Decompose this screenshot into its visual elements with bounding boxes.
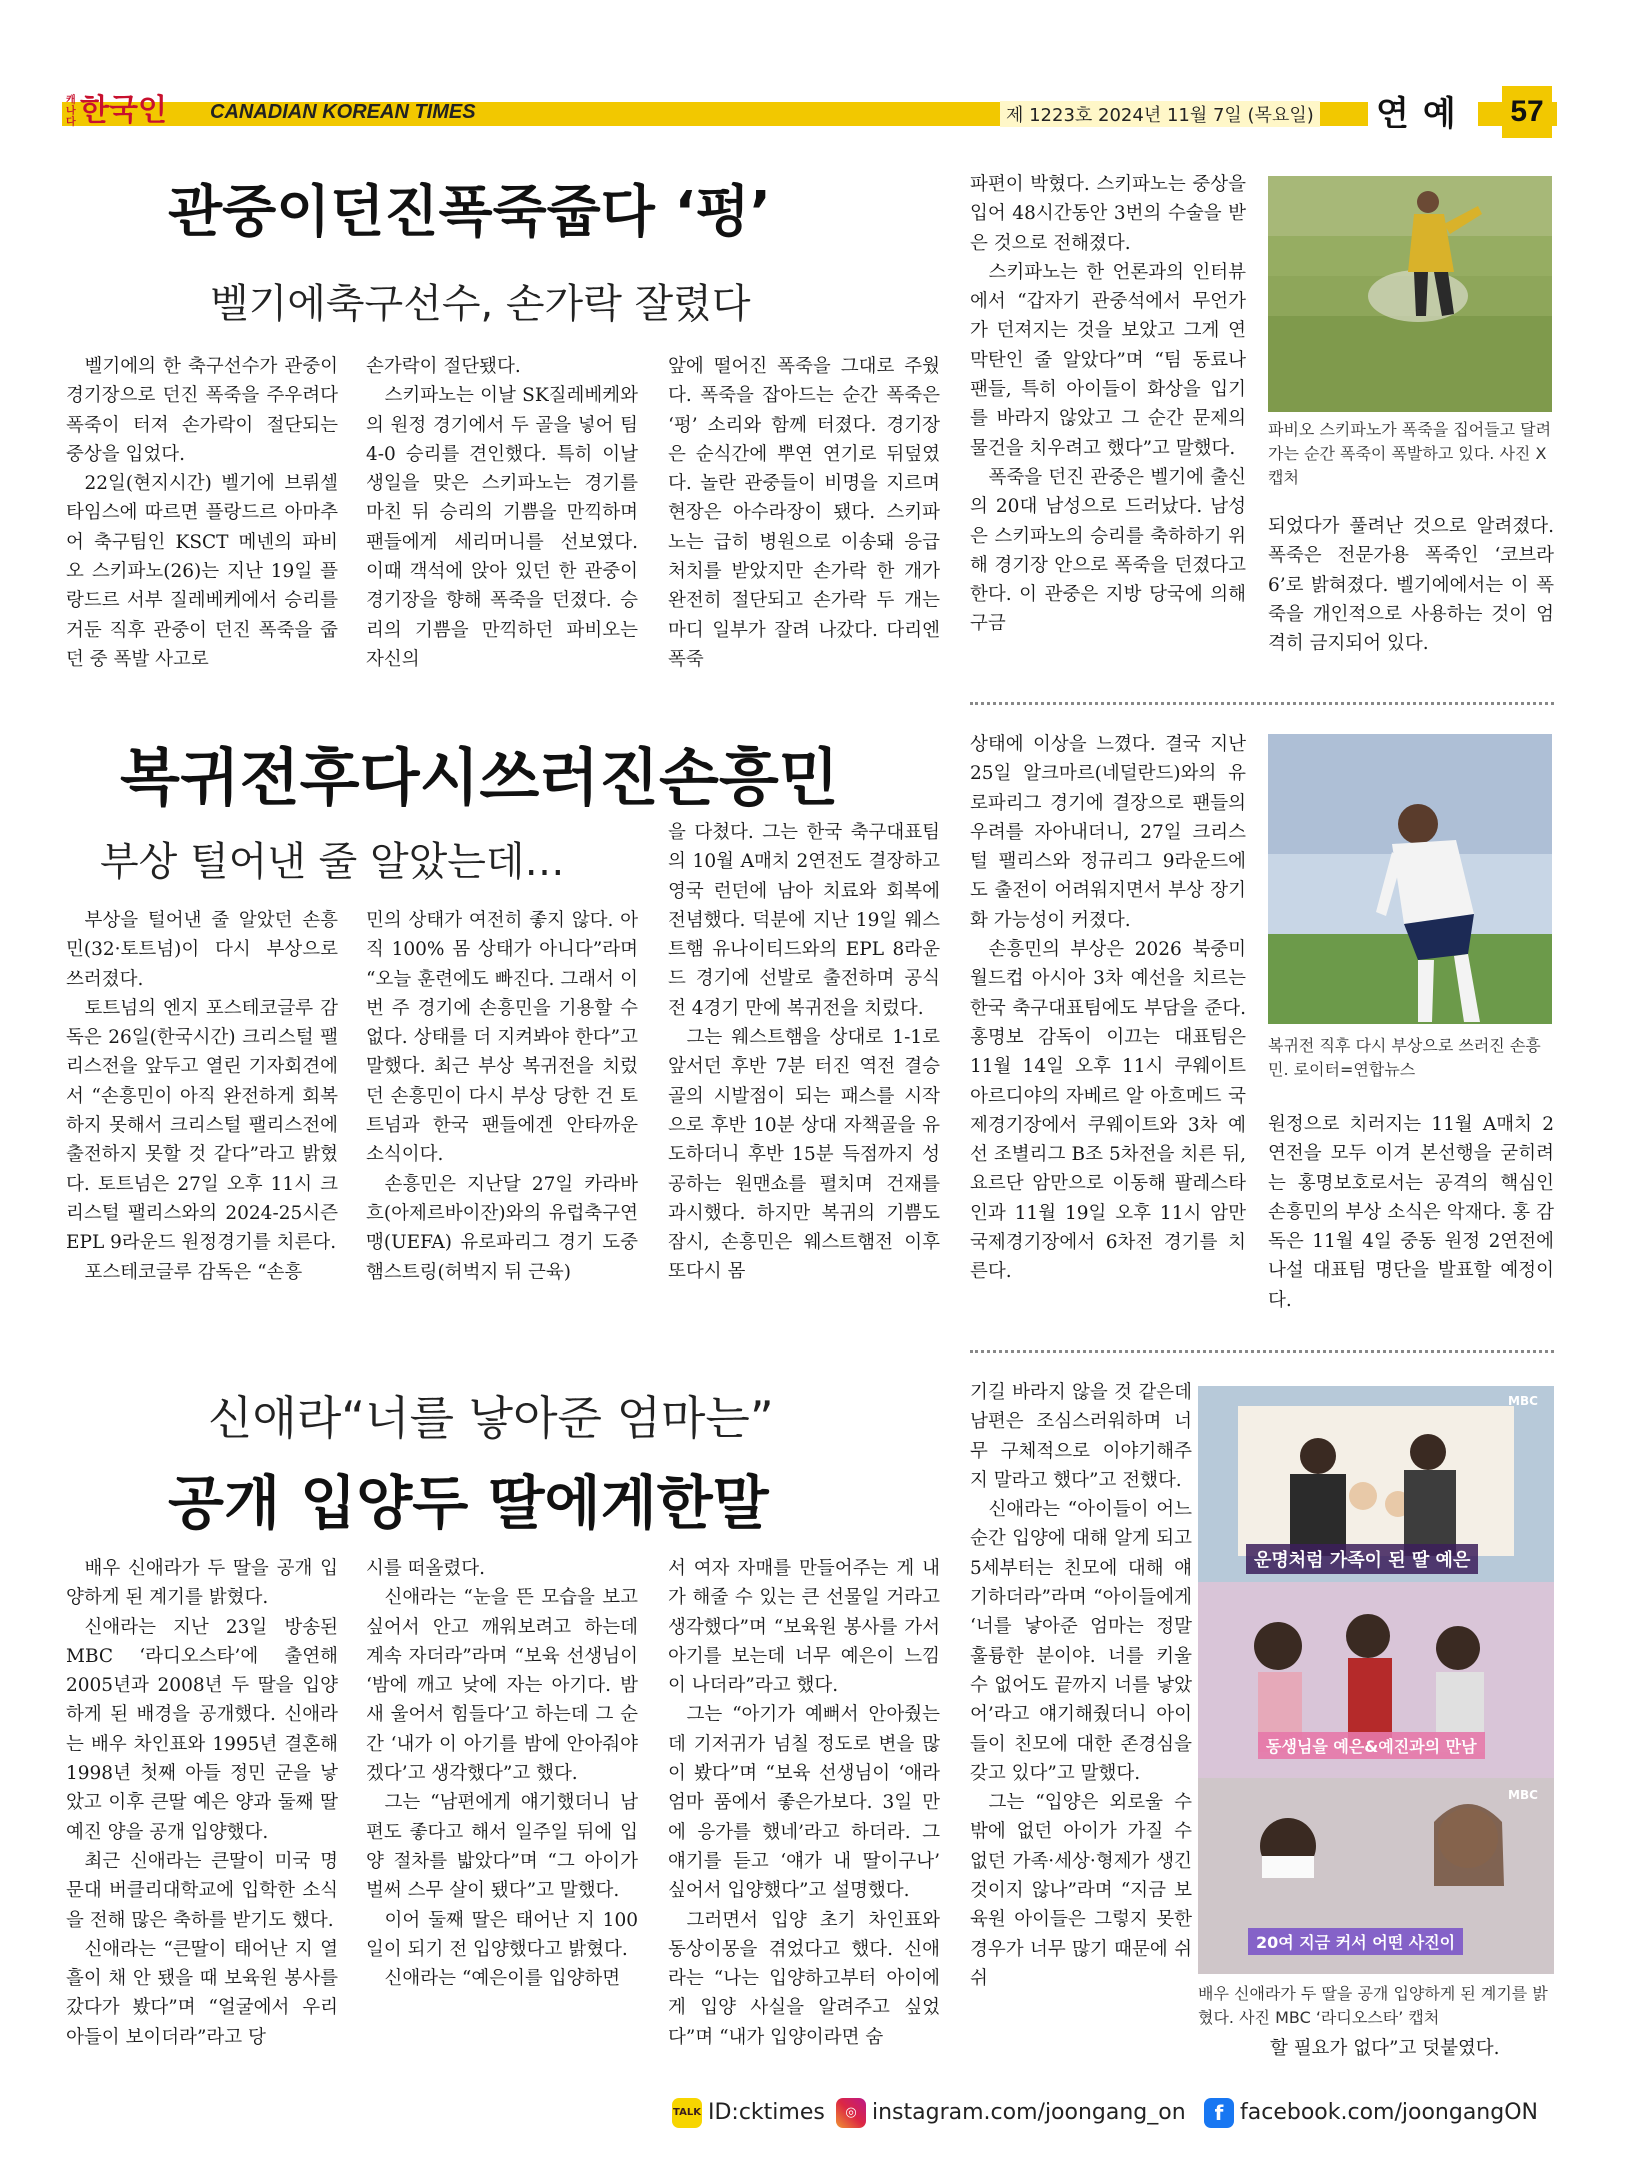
paragraph: 앞에 떨어진 폭죽을 그대로 주웠다. 폭죽을 잡아드는 순간 폭죽은 ‘펑’ 소리와 함께 터졌다. 경기장은 순식간에 뿌연 연기로 뒤덮였다. 놀란 관중들이 비명을 지르며 현장은 아수라장이 됐다. 스키파노는 급히 병원으로 이송돼 응급 처치를 받았지만 손가락 한 개가 완전히 절단되고 손가락 두 개는 마디 일부가 잘려 나갔다. 다리엔 폭죽 <box>668 356 940 670</box>
paragraph: 손흥민은 지난달 27일 카라바흐(아제르바이잔)와의 유럽축구연맹(UEFA) 유로파리그 경기 도중 햄스트링(허벅지 뒤 근육) <box>366 1173 638 1283</box>
paragraph: 손흥민의 부상은 2026 북중미 월드컵 아시아 3차 예선을 치르는 한국 축구대표팀에도 부담을 준다. 홍명보 감독이 이끄는 대표팀은 11월 14일 오후 11시 쿠웨이트 아르디야의 자베르 알 아흐메드 국제경기장에서 쿠웨이트와 3차 예선 조별리그 B조 5차전을 치른 뒤, 요르단 암만으로 이동해 팔레스타인과 11월 19일 오후 11시 암만 국제경기장에서 6차전 경기를 치른다. <box>970 939 1246 1283</box>
photo-overlay-text: 동생님을 예은&예진과의 만남 <box>1258 1732 1485 1759</box>
paragraph: 그는 “아기가 예뻐서 안아줬는데 기저귀가 넘칠 정도로 변을 많이 봤다”며 “보육 선생님이 ‘애라 엄마 품에서 좋은가보다. 3일 만에 응가를 했네’라고 하더라. 그 얘기를 듣고 ‘얘가 내 딸이구나’ 싶어서 입양했다”고 설명했다. <box>668 1704 940 1902</box>
article2-photo <box>1268 734 1552 1024</box>
article1-col1 <box>66 352 338 682</box>
paragraph: 22일(현지시간) 벨기에 브뤼셀타임스에 따르면 플랑드르 아마추어 축구팀인 KSCT 메넨의 파비오 스키파노(26)는 지난 19일 플랑드르 서부 질레베케에서 승리를 거둔 직후 관중이 던진 폭죽을 줍던 중 폭발 사고로 <box>66 473 338 670</box>
paragraph: 할 필요가 없다”고 덧붙였다. <box>1270 2038 1500 2059</box>
article2-subhead: 부상 털어낸 줄 알았는데… <box>100 839 565 885</box>
paragraph: 포스테코글루 감독은 “손흥 <box>84 1261 303 1283</box>
paragraph: 서 여자 자매를 만들어주는 게 내가 해줄 수 있는 큰 선물일 거라고 생각했다”며 “보육원 봉사를 가서 아기를 보는데 너무 예은이 느낌이 나더라”라고 했다. <box>668 1558 940 1697</box>
kakao-talk-icon: TALK <box>672 2098 702 2128</box>
paper-logo <box>66 90 196 132</box>
paragraph: 스키파노는 한 언론과의 인터뷰에서 “갑자기 관중석에서 무언가가 던져지는 것을 보았고 그게 연막탄인 줄 알았다”며 “팀 동료나 팬들, 특히 아이들이 화상을 입기를 바라지 않았고 그 순간 문제의 물건을 치우려고 했다”고 말했다. <box>970 261 1246 459</box>
article3-col3 <box>668 1554 940 2084</box>
paragraph: 그는 “입양은 외로울 수밖에 없던 아이가 가질 수 없던 가족·세상·형제가 생긴 것이지 않나”라며 “지금 보육원 아이들은 그렇지 못한 경우가 너무 많기 때문에 쉬쉬 <box>970 1792 1192 1989</box>
paper-name: CANADIAN KOREAN TIMES <box>210 101 476 123</box>
paragraph: 파편이 박혔다. 스키파노는 중상을 입어 48시간동안 3번의 수술을 받은 것으로 전해졌다. <box>970 174 1246 254</box>
kakao-id: ID:cktimes <box>708 2100 825 2125</box>
paragraph: 토트넘의 엔지 포스테코글루 감독은 26일(한국시간) 크리스털 팰리스전을 앞두고 열린 기자회견에서 “손흥민이 아직 완전하게 회복하지 못해서 크리스털 팰리스전에 출전하지 못할 것 같다”라고 밝혔다. 토트넘은 27일 오후 11시 크리스털 팰리스와의 2024-25시즌 EPL 9라운드 원정경기를 치른다. <box>66 997 338 1254</box>
mbc-badge: MBC <box>1508 1788 1538 1802</box>
paragraph: 배우 신애라가 두 딸을 공개 입양하게 된 계기를 밝혔다. <box>66 1558 338 1609</box>
article3-headline-top: 신애라“너를 낳아준 엄마는” <box>208 1391 774 1445</box>
divider <box>970 1350 1554 1353</box>
article3-caption: 배우 신애라가 두 딸을 공개 입양하게 된 계기를 밝혔다. 사진 MBC ‘라디오스타’ 캡처 <box>1198 1984 1548 2027</box>
divider <box>970 702 1554 705</box>
instagram-icon: ◎ <box>836 2098 866 2128</box>
page-number: 57 <box>1502 86 1552 138</box>
article1-photo <box>1268 176 1552 412</box>
article1-col2 <box>366 352 638 682</box>
facebook-icon: f <box>1204 2098 1234 2128</box>
mbc-badge: MBC <box>1508 1394 1538 1408</box>
player-photo-image <box>1268 734 1552 1024</box>
article1-col3 <box>668 352 940 682</box>
issue-date: 제 1223호 2024년 11월 7일 (목요일) <box>1000 101 1320 127</box>
footer-instagram[interactable] <box>836 2098 1186 2128</box>
paragraph: 시를 떠올렸다. <box>366 1558 485 1579</box>
instagram-link: instagram.com/joongang_on <box>872 2100 1186 2125</box>
article1-caption: 파비오 스키파노가 폭죽을 집어들고 달려가는 순간 폭죽이 폭발하고 있다. 사진 X캡처 <box>1268 420 1552 487</box>
paragraph: 신애라는 “예은이를 입양하면 <box>384 1968 621 1990</box>
football-field-image <box>1268 176 1552 412</box>
footer-kakao[interactable] <box>672 2098 825 2128</box>
article3-col1 <box>66 1554 338 2084</box>
article2-headline: 복귀전후다시쓰러진손흥민 <box>120 741 839 814</box>
paragraph: 민의 상태가 여전히 좋지 않다. 아직 100% 몸 상태가 아니다”라며 “오늘 훈련에도 빠진다. 그래서 이번 주 경기에 손흥민을 기용할 수 없다. 상태를 더 지켜봐야 한다”고 말했다. 최근 부상 복귀전을 치렀던 손흥민이 다시 부상 당한 건 토트넘과 한국 팬들에겐 안타까운 소식이다. <box>366 910 638 1166</box>
article1-headline: 관중이던진폭죽줍다 ‘펑’ <box>168 180 772 245</box>
article2-col1 <box>66 906 338 1296</box>
article3-col5 <box>1270 2034 1554 2074</box>
paragraph: 최근 신애라는 큰딸이 미국 명문대 버클리대학교에 입학한 소식을 전해 많은 축하를 받기도 했다. <box>66 1850 338 1931</box>
article2-col5 <box>1268 1110 1554 1311</box>
paragraph: 스키파노는 이날 SK질레베케와의 원정 경기에서 두 골을 넣어 팀 4-0 승리를 견인했다. 특히 이날 생일을 맞은 스키파노는 경기를 마친 뒤 승리의 기쁨을 만끽하며 팬들에게 세리머니를 선보였다. 이때 객석에 앉아 있던 한 관중이 경기장을 향해 폭죽을 던졌다. 승리의 기쁨을 만끽하던 파비오는 자신의 <box>366 385 638 670</box>
paragraph: 그는 웨스트햄을 상대로 1-1로 앞서던 후반 7분 터진 역전 결승 골의 시발점이 되는 패스를 시작으로 후반 10분 상대 자책골을 유도하더니 후반 15분 득점까지 성공하는 원맨쇼를 펼치며 건재를 과시했다. 하지만 복귀의 기쁨도 잠시, 손흥민은 웨스트햄전 이후 또다시 몸 <box>668 1027 940 1283</box>
article3-col4 <box>970 1378 1192 2084</box>
article1-subhead: 벨기에축구선수, 손가락 잘렸다 <box>210 281 751 327</box>
logo-text: 한국인 <box>80 93 167 128</box>
family-photo-image <box>1198 1386 1554 1974</box>
facebook-link: facebook.com/joongangON <box>1240 2100 1538 2125</box>
paragraph: 상태에 이상을 느꼈다. 결국 지난 25일 알크마르(네덜란드)와의 유로파리그 경기에 결장으로 팬들의 우려를 자아내더니, 27일 크리스털 팰리스와 정규리그 9라운드에도 출전이 어려워지면서 부상 장기화 가능성이 커졌다. <box>970 734 1246 931</box>
paragraph: 신애라는 지난 23일 방송된 MBC ‘라디오스타’에 출연해 2005년과 2008년 두 딸을 입양하게 된 배경을 공개했다. 신애라는 배우 차인표와 1995년 결혼해 1998년 첫째 아들 정민 군을 낳았고 이후 큰딸 예은 양과 둘째 딸 예진 양을 공개 입양했다. <box>66 1616 338 1843</box>
article2-col2 <box>366 906 638 1296</box>
footer-facebook[interactable] <box>1204 2098 1538 2128</box>
photo-overlay-text: 20여 지금 커서 어떤 사진이 <box>1248 1928 1463 1955</box>
photo-overlay-text: 운명처럼 가족이 된 딸 예은 <box>1246 1544 1478 1574</box>
paragraph: 이어 둘째 딸은 태어난 지 100일이 되기 전 입양했다고 밝혔다. <box>366 1909 638 1960</box>
article3-photo-collage <box>1198 1386 1554 1974</box>
article1-col4 <box>970 170 1246 682</box>
paragraph: 손가락이 절단됐다. <box>366 356 521 377</box>
article3-headline: 공개 입양두 딸에게한말 <box>168 1469 769 1537</box>
paragraph: 신애라는 “눈을 뜬 모습을 보고 싶어서 안고 깨워보려고 하는데 계속 자더라”라며 “보육 선생님이 ‘밤에 깨고 낮에 자는 아기다. 밤새 울어서 힘들다’고 하는데 그 순간 ‘내가 이 아기를 밤에 안아줘야겠다’고 생각했다”고 했다. <box>366 1587 638 1785</box>
article2-col4 <box>970 730 1246 1296</box>
paragraph: 기길 바라지 않을 것 같은데 남편은 조심스러워하며 너무 구체적으로 이야기해주지 말라고 했다”고 전했다. <box>970 1382 1192 1491</box>
article3-col2 <box>366 1554 638 2084</box>
paragraph: 그러면서 입양 초기 차인표와 동상이몽을 겪었다고 했다. 신애라는 “나는 입양하고부터 아이에게 입양 사실을 알려주고 싶었다”며 “내가 입양이라면 숨 <box>668 1909 940 2048</box>
section-title: 연예 <box>1368 86 1478 135</box>
article1-col5 <box>1268 512 1554 682</box>
paragraph: 폭죽을 던진 관중은 벨기에 출신의 20대 남성으로 드러났다. 남성은 스키파노의 승리를 축하하기 위해 경기장 안으로 폭죽을 던졌다고 한다. 이 관중은 지방 당국에 의해 구금 <box>970 466 1246 635</box>
logo-side-text: 캐나다 <box>66 95 76 128</box>
paragraph: 신애라는 “아이들이 어느 순간 입양에 대해 알게 되고 5세부터는 친모에 대해 얘기하더라”라며 “아이들에게 ‘너를 낳아준 엄마는 정말 훌륭한 분이야. 너를 키울 수 없어도 끝까지 너를 낳았어’라고 얘기해줬더니 아이들이 친모에 대한 존경심을 갖고 있다”고 말했다. <box>970 1499 1192 1784</box>
paragraph: 을 다쳤다. 그는 한국 축구대표팀의 10월 A매치 2연전도 결장하고 영국 런던에 남아 치료와 회복에 전념했다. 덕분에 지난 19일 웨스트햄 유나이티드와의 EPL 8라운드 경기에 선발로 출전하며 공식전 4경기 만에 복귀전을 치렀다. <box>668 822 940 1019</box>
paragraph: 신애라는 “큰딸이 태어난 지 열흘이 채 안 됐을 때 보육원 봉사를 갔다가 봤다”며 “얼굴에서 우리 아들이 보이더라”라고 당 <box>66 1938 338 2048</box>
article2-caption: 복귀전 직후 다시 부상으로 쓰러진 손흥민. 로이터=연합뉴스 <box>1268 1036 1541 1079</box>
paragraph: 그는 “남편에게 얘기했더니 남편도 좋다고 해서 일주일 뒤에 입양 절차를 밟았다”며 “그 아이가 벌써 스무 살이 됐다”고 말했다. <box>366 1792 638 1902</box>
paragraph: 부상을 털어낸 줄 알았던 손흥민(32·토트넘)이 다시 부상으로 쓰러졌다. <box>66 910 338 990</box>
article2-col3 <box>668 818 940 1296</box>
paragraph: 되었다가 풀려난 것으로 알려졌다. 폭죽은 전문가용 폭죽인 ‘코브라 6’로 밝혀졌다. 벨기에에서는 이 폭죽을 개인적으로 사용하는 것이 엄격히 금지되어 있다. <box>1268 516 1554 655</box>
paragraph: 원정으로 치러지는 11월 A매치 2연전을 모두 이겨 본선행을 굳히려는 홍명보호로서는 공격의 핵심인 손흥민의 부상 소식은 악재다. 홍 감독은 11월 4일 중동 원정 2연전에 나설 대표팀 명단을 발표할 예정이다. <box>1268 1114 1554 1311</box>
paragraph: 벨기에의 한 축구선수가 관중이 경기장으로 던진 폭죽을 주우려다 폭죽이 터져 손가락이 절단되는 중상을 입었다. <box>66 356 338 465</box>
